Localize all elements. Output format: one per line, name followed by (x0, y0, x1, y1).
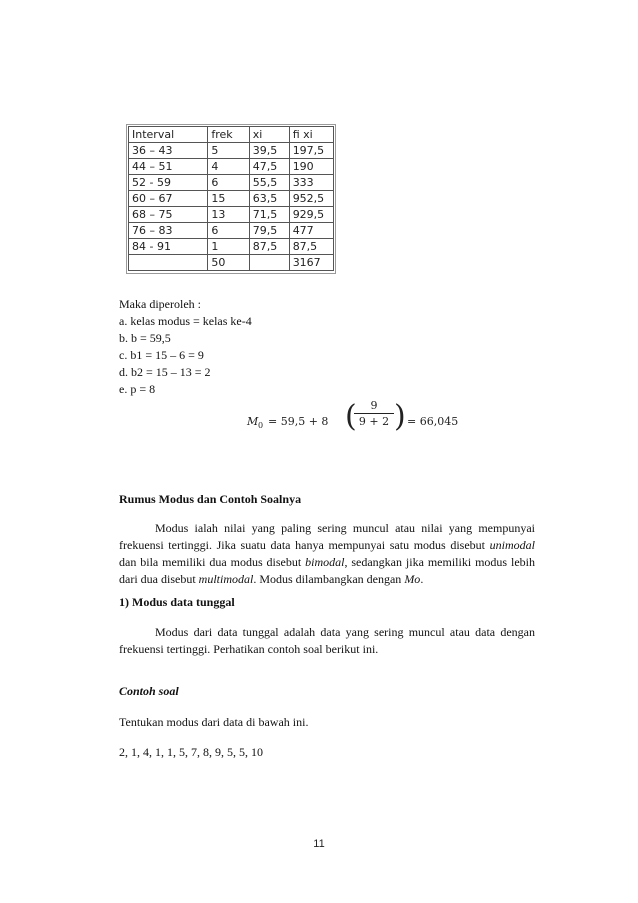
table-cell: 197,5 (289, 143, 333, 159)
header-interval: Interval (129, 127, 208, 143)
table-cell: 79,5 (249, 223, 289, 239)
table-total-row (129, 255, 334, 271)
formula-result: = 66,045 (407, 415, 459, 428)
table-cell: 6 (208, 175, 249, 191)
text-run: . Modus dilambangkan dengan (253, 572, 405, 586)
table-cell: 68 – 75 (129, 207, 208, 223)
table-cell: 6 (208, 223, 249, 239)
table-row (129, 175, 334, 191)
table-cell: 71,5 (249, 207, 289, 223)
table-cell: 39,5 (249, 143, 289, 159)
table-cell: 190 (289, 159, 333, 175)
table-cell: 5 (208, 143, 249, 159)
table-cell: 3167 (289, 255, 333, 271)
header-frek: frek (208, 127, 249, 143)
table-row (129, 223, 334, 239)
modus-formula (247, 397, 467, 447)
example-heading: Contoh soal (119, 684, 179, 698)
table-cell: 76 – 83 (129, 223, 208, 239)
table-row (129, 207, 334, 223)
table-cell: 55,5 (249, 175, 289, 191)
text-run: dan bila memiliki dua modus disebut (119, 555, 306, 569)
frequency-table-image (126, 124, 336, 274)
fraction-bar (354, 413, 394, 414)
term-unimodal: unimodal (489, 538, 535, 552)
header-xi: xi (249, 127, 289, 143)
table-cell: 44 – 51 (129, 159, 208, 175)
table-cell: 87,5 (289, 239, 333, 255)
result-intro: Maka diperoleh : (119, 297, 201, 311)
table-cell: 333 (289, 175, 333, 191)
table-header-row (129, 127, 334, 143)
table-cell: 60 – 67 (129, 191, 208, 207)
formula-lhs: M (247, 415, 259, 428)
text-run: . (420, 572, 424, 586)
table-cell: 477 (289, 223, 333, 239)
term-bimodal: bimodal (305, 555, 345, 569)
table-cell (129, 255, 208, 271)
table-row (129, 159, 334, 175)
subsection-heading: 1) Modus data tunggal (119, 595, 235, 609)
table-cell: 36 – 43 (129, 143, 208, 159)
result-item: b. b = 59,5 (119, 331, 171, 345)
example-question: Tentukan modus dari data di bawah ini. (119, 715, 309, 729)
table-cell (249, 255, 289, 271)
term-multimodal: multimodal (198, 572, 254, 586)
table-cell: 952,5 (289, 191, 333, 207)
table-cell: 63,5 (249, 191, 289, 207)
paragraph-single-data: Modus dari data tunggal adalah data yang sering muncul atau data dengan frekuensi tertinggi. Perhatikan contoh soal berikut ini. (119, 625, 535, 656)
text-run: , sedangkan jika memiliki modus lebih dari dua disebut (119, 555, 535, 586)
formula-left-paren: ( (345, 399, 357, 434)
frequency-table (128, 126, 334, 271)
formula-part1: = 59,5 + 8 (268, 415, 329, 428)
text-run: Modus ialah nilai yang paling sering muncul atau nilai yang mempunyai frekuensi tertinggi. Jika suatu data hanya mempunyai satu modus disebut (119, 521, 535, 552)
table-cell: 47,5 (249, 159, 289, 175)
header-fixi: fi xi (289, 127, 333, 143)
formula-numerator: 9 (370, 399, 378, 412)
table-cell: 13 (208, 207, 249, 223)
example-data: 2, 1, 4, 1, 1, 5, 7, 8, 9, 5, 5, 10 (119, 745, 263, 759)
table-row (129, 143, 334, 159)
table-cell: 87,5 (249, 239, 289, 255)
table-cell: 4 (208, 159, 249, 175)
table-row (129, 239, 334, 255)
table-cell: 84 - 91 (129, 239, 208, 255)
section-heading: Rumus Modus dan Contoh Soalnya (119, 492, 302, 506)
result-item: d. b2 = 15 – 13 = 2 (119, 365, 211, 379)
table-cell: 52 - 59 (129, 175, 208, 191)
table-cell: 15 (208, 191, 249, 207)
paragraph-modus-definition (119, 520, 535, 588)
result-item: c. b1 = 15 – 6 = 9 (119, 348, 204, 362)
formula-denominator: 9 + 2 (358, 415, 390, 428)
table-cell: 929,5 (289, 207, 333, 223)
result-item: a. kelas modus = kelas ke-4 (119, 314, 252, 328)
formula-subscript: 0 (258, 421, 264, 430)
formula-right-paren: ) (394, 399, 406, 434)
formula-fraction (354, 399, 394, 428)
table-cell: 50 (208, 255, 249, 271)
table-row (129, 191, 334, 207)
table-cell: 1 (208, 239, 249, 255)
page-number: 11 (313, 838, 325, 850)
result-item: e. p = 8 (119, 382, 156, 396)
symbol-mo: Mo (404, 572, 421, 586)
